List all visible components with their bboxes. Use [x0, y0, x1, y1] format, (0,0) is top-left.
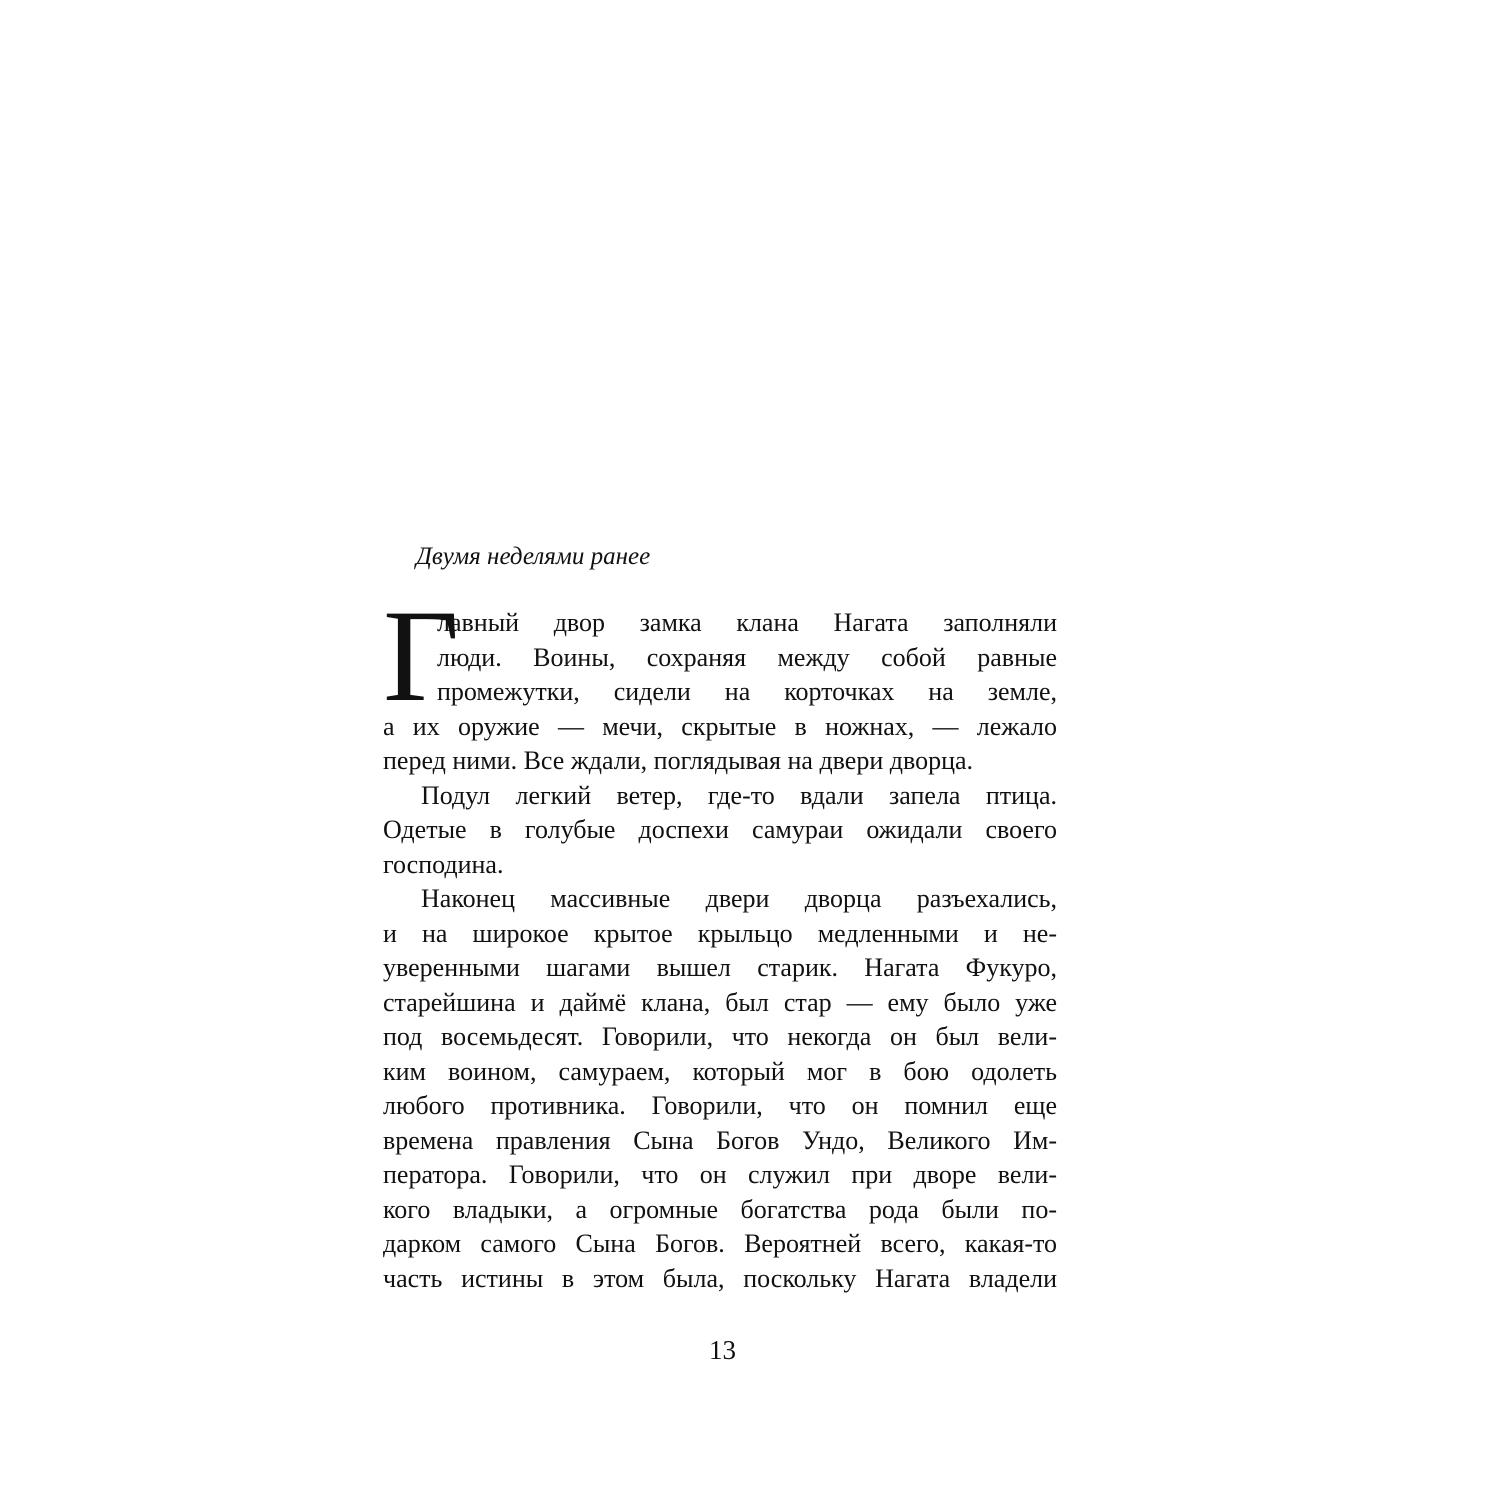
- text-line: перед ними. Все ждали, поглядывая на двери дворца.: [383, 746, 974, 775]
- text-line: дарком самого Сына Богов. Вероятней всего, какая-то: [383, 1229, 1057, 1258]
- epigraph: Двумя неделями ранее: [416, 543, 651, 570]
- text-line: ператора. Говорили, что он служил при дворе вели-: [383, 1160, 1057, 1189]
- text-line: часть истины в этом была, поскольку Нагата владели: [383, 1263, 1057, 1293]
- page-number: 13: [709, 1335, 736, 1365]
- body-text: [383, 606, 1057, 1296]
- text-line: промежутки, сидели на корточках на земле,: [437, 677, 1057, 706]
- text-line: ким воином, самураем, который мог в бою одолеть: [383, 1056, 1057, 1086]
- text-line: и на широкое крытое крыльцо медленными и не-: [383, 918, 1057, 948]
- text-line: любого противника. Говорили, что он помнил еще: [383, 1091, 1057, 1120]
- text-line: а их оружие — мечи, скрытые в ножнах, — лежало: [383, 711, 1057, 741]
- text-line: Подул легкий ветер, где-то вдали запела птица.: [421, 780, 1057, 810]
- text-line: Наконец массивные двери дворца разъехались,: [421, 884, 1057, 913]
- text-line: кого владыки, а огромные богатства рода были по-: [383, 1194, 1057, 1224]
- text-line: под восемьдесят. Говорили, что некогда он был вели-: [383, 1022, 1057, 1051]
- text-line: времена правления Сына Богов Ундо, Великого Им-: [383, 1125, 1057, 1155]
- text-line: старейшина и даймё клана, был стар — ему было уже: [383, 987, 1057, 1017]
- text-line: господина.: [383, 849, 504, 879]
- text-line: Одетые в голубые доспехи самураи ожидали своего: [383, 815, 1057, 844]
- text-line: лавный двор замка клана Нагата заполняли: [437, 608, 1057, 637]
- text-line: люди. Воины, сохраняя между собой равные: [437, 642, 1057, 672]
- text-line: уверенными шагами вышел старик. Нагата Фукуро,: [383, 953, 1057, 982]
- drop-cap: Г: [383, 582, 460, 729]
